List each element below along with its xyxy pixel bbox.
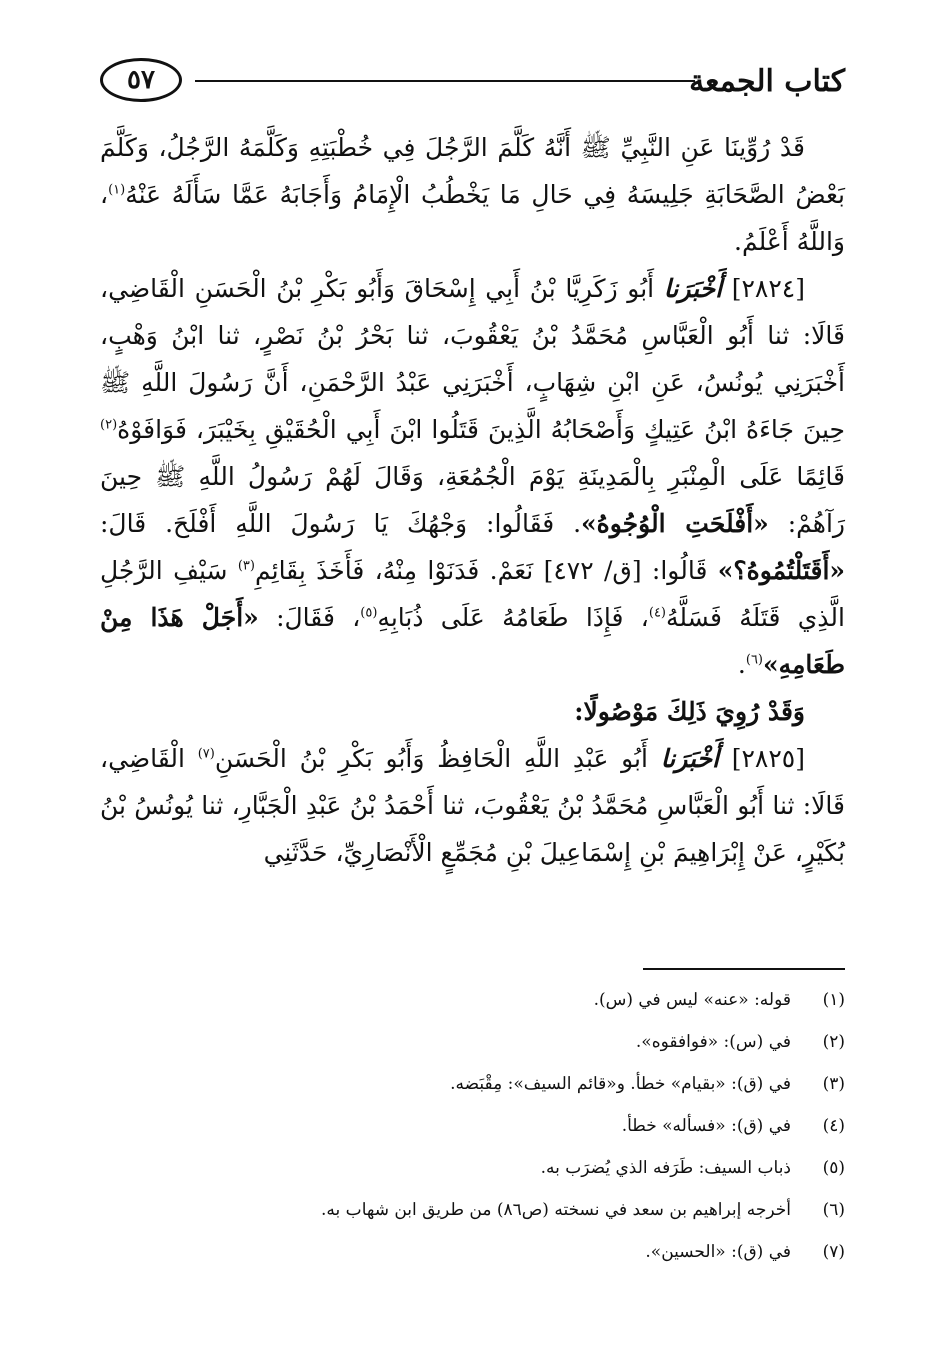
footnote-text: في (ق): «الحسين». [645, 1242, 791, 1262]
footnote-number: (٣) [822, 1074, 845, 1094]
paragraph-intro [100, 124, 845, 265]
quote: «أَفْلَحَتِ الْوُجُوهُ» [581, 509, 769, 538]
footnote-item [100, 1074, 845, 1116]
footnote-ref-6: (٦) [745, 652, 763, 668]
hadith-text: أَبُو عَبْدِ اللَّهِ الْحَافِظُ وَأَبُو بَكْرِ بْنُ الْحَسَنِ [214, 744, 648, 773]
footnote-number: (١) [822, 990, 845, 1010]
header-rule [195, 80, 695, 82]
footnote-item [100, 1116, 845, 1158]
hadith-text: قَائِمًا عَلَى الْمِنْبَرِ بِالْمَدِينَةِ يَوْمَ الْجُمُعَةِ، وَقَالَ لَهُمْ رَسُولُ اللَّهِ ﷺ حِينَ رَآهُمْ: [100, 462, 845, 538]
footnote-text: قوله: «عنه» ليس في (س). [593, 990, 791, 1010]
main-text [100, 124, 845, 876]
footnote-number: (٥) [822, 1158, 845, 1178]
quote: «أَقَتَلْتُمُوهُ؟» [717, 556, 846, 585]
footnote-ref-5: (٥) [360, 605, 378, 621]
footnote-text: في (ق): «بقيام» خطأ. و«قائم السيف»: مِقْبَضه. [450, 1074, 791, 1094]
footnote-text: في (ق): «فسأله» خطأ. [621, 1116, 791, 1136]
footnote-ref-4: (٤) [648, 605, 666, 621]
footnote-ref-1: (١) [108, 182, 126, 198]
akhbarana-label: أَخْبَرَنا [660, 744, 720, 773]
footnote-item [100, 1242, 845, 1284]
footnote-ref-7: (٧) [197, 746, 215, 762]
quote: «أَجَلْ هَذَا مِنْ طَعَامِهِ» [100, 603, 845, 679]
hadith-text: . [737, 650, 746, 679]
hadith-text: قَالُوا: [ق/ ٤٧٢] نَعَمْ. فَدَنَوْا مِنْهُ، فَأَخَذَ بِقَائِمِ [254, 556, 718, 585]
intro-text: قَدْ رُوِّينَا عَنِ النَّبِيِّ ﷺ أَنَّهُ كَلَّمَ الرَّجُلَ فِي خُطْبَتِهِ وَكَلَّمَهُ الرَّجُلُ، وَكَلَّمَ بَعْضُ الصَّحَابَةِ جَلِيسَهُ فِي حَالِ مَا يَخْطُبُ الْإِمَامُ وَأَجَابَهُ عَمَّا سَأَلَهُ عَنْهُ [100, 133, 845, 209]
hadith-text: ، فَقَالَ: [258, 603, 361, 632]
footnotes [100, 990, 845, 1284]
hadith-2825 [100, 735, 845, 876]
page-number: ٥٧ [100, 58, 182, 102]
hadith-text: ، فَإِذَا طَعَامُهُ عَلَى ذُبَابِهِ [377, 603, 649, 632]
footnote-item [100, 1158, 845, 1200]
hadith-number: [٢٨٢٥] [731, 744, 805, 773]
footnote-item [100, 1200, 845, 1242]
footnote-ref-3: (٣) [237, 558, 255, 574]
hadith-text: الْقَاضِي، قَالَا: ثنا أَبُو الْعَبَّاسِ مُحَمَّدُ بْنُ يَعْقُوبَ، ثنا أَحْمَدُ بْنُ عَبْدِ الْجَبَّارِ، ثنا يُونُسُ بْنُ بُكَيْرٍ، عَنْ إِبْرَاهِيمَ بْنِ إِسْمَاعِيلَ بْنِ مُجَمِّعٍ الْأَنْصَارِيِّ، حَدَّثَنِي [100, 744, 845, 867]
footnote-ref-2: (٢) [100, 417, 118, 433]
intro-end: ، وَاللَّهُ أَعْلَمُ. [100, 180, 845, 256]
footnote-number: (٢) [822, 1032, 845, 1052]
hadith-number: [٢٨٢٤] [731, 274, 805, 303]
akhbarana-label: أَخْبَرَنا [663, 274, 723, 303]
footnote-text: في (س): «فوافقوه». [635, 1032, 791, 1052]
hadith-text: أَبُو زَكَرِيَّا بْنُ أَبِي إِسْحَاقَ وَأَبُو بَكْرِ بْنُ الْحَسَنِ الْقَاضِي، قَالَا: ثنا أَبُو الْعَبَّاسِ مُحَمَّدُ بْنُ يَعْقُوبَ، ثنا بَحْرُ بْنُ نَصْرٍ، ثنا ابْنُ وَهْبٍ، أَخْبَرَنِي يُونُسُ، عَنِ ابْنِ شِهَابٍ، أَخْبَرَنِي عَبْدُ الرَّحْمَنِ، أَنَّ رَسُولَ اللَّهِ ﷺ حِينَ جَاءَهُ ابْنُ عَتِيكٍ وَأَصْحَابُهُ الَّذِينَ قَتَلُوا ابْنَ أَبِي الْحُقَيْقِ بِخَيْبَرَ، فَوَافَوْهُ [100, 274, 845, 444]
footnote-item [100, 990, 845, 1032]
footnote-text: أخرجه إبراهيم بن سعد في نسخته (ص٨٦) من طريق ابن شهاب به. [321, 1200, 791, 1220]
section-heading: وَقَدْ رُوِيَ ذَلِكَ مَوْصُولًا: [574, 697, 805, 726]
footnote-number: (٤) [822, 1116, 845, 1136]
footnote-number: (٦) [822, 1200, 845, 1220]
hadith-2824 [100, 265, 845, 688]
hadith-text: سَيْفِ الرَّجُلِ الَّذِي قَتَلَهُ فَسَلَّهُ [100, 556, 845, 632]
footnote-text: ذباب السيف: طَرَفه الذي يُضرَب به. [540, 1158, 791, 1178]
page-header [100, 58, 845, 108]
hadith-text: . فَقَالُوا: وَجْهُكَ يَا رَسُولَ اللَّهِ أَفْلَحَ. قَالَ: [100, 509, 582, 538]
footnote-separator [643, 968, 845, 970]
footnote-item [100, 1032, 845, 1074]
footnote-number: (٧) [822, 1242, 845, 1262]
running-title: كتاب الجمعة [689, 64, 845, 99]
